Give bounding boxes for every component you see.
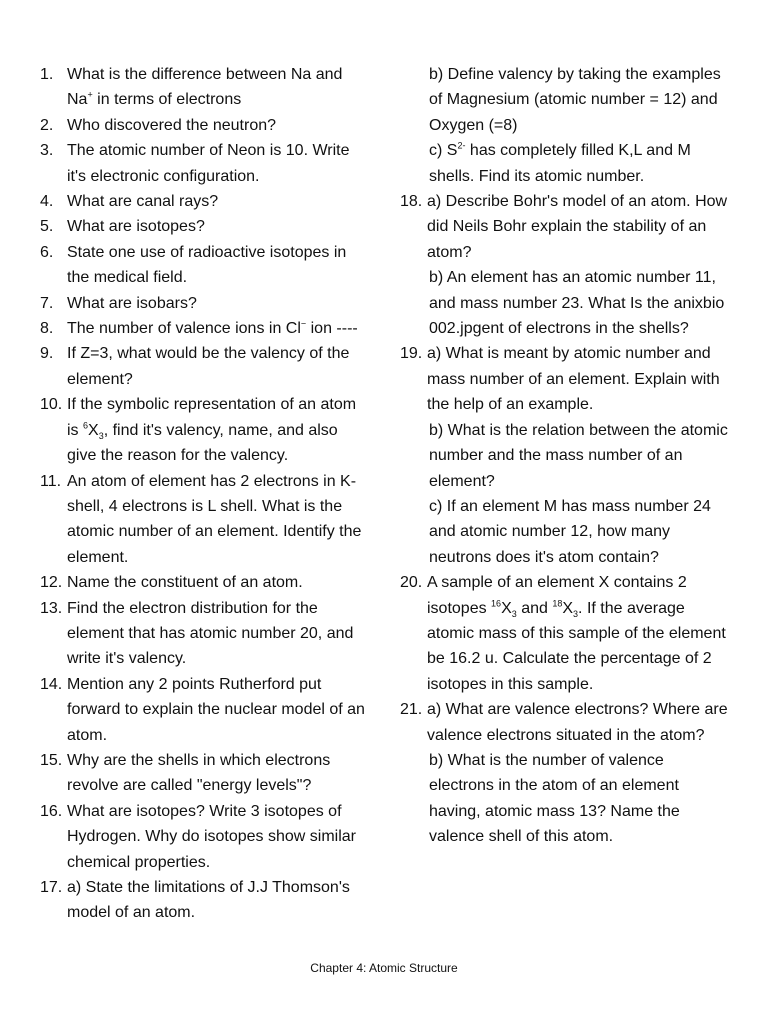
question-subpart <box>400 748 730 850</box>
question-number: 5. <box>40 218 54 236</box>
question-item <box>40 392 370 468</box>
question-text: What are canal rays? <box>67 193 219 211</box>
question-item <box>40 113 370 138</box>
question-text: , find it's valency, name, and also give the reason for the valency. <box>67 421 338 465</box>
question-item <box>40 189 370 214</box>
question-item <box>400 697 730 748</box>
question-item <box>40 240 370 291</box>
question-text: What are isotopes? Write 3 isotopes of Hydrogen. Why do isotopes show similar chemical properties. <box>67 802 357 871</box>
question-number: 18. <box>400 193 423 211</box>
superscript: + <box>87 90 93 101</box>
question-item <box>40 341 370 392</box>
question-subpart <box>400 494 730 570</box>
question-text: c) S <box>429 142 458 160</box>
question-number: 14. <box>40 675 63 693</box>
question-text: b) Define valency by taking the examples of Magnesium (atomic number = 12) and Oxygen (=8) <box>429 66 721 134</box>
question-number: 12. <box>40 574 63 592</box>
question-number: 17. <box>40 879 63 896</box>
question-number: 10. <box>40 396 63 414</box>
question-item <box>40 316 370 341</box>
question-subpart <box>400 265 730 341</box>
question-item <box>400 341 730 417</box>
question-number: 21. <box>400 701 423 719</box>
question-text: X <box>562 599 574 617</box>
question-text: X <box>501 599 512 617</box>
question-text: What is the difference between Na and Na <box>67 66 343 109</box>
question-text: If Z=3, what would be the valency of the element? <box>67 345 350 388</box>
question-text: What are isobars? <box>67 294 197 312</box>
question-item <box>40 62 370 113</box>
question-item <box>400 570 730 697</box>
question-text: ion ---- <box>306 320 358 338</box>
question-text: a) What is meant by atomic number and mass number of an element. Explain with the help of an example. <box>427 345 720 414</box>
question-number: 19. <box>400 345 423 363</box>
question-item <box>400 189 730 265</box>
question-item <box>40 672 370 748</box>
question-item <box>40 214 370 239</box>
question-number: 16. <box>40 802 63 820</box>
question-text: a) What are valence electrons? Where are valence electrons situated in the atom? <box>427 701 728 744</box>
question-number: 1. <box>40 66 54 83</box>
question-item <box>40 469 370 571</box>
question-item <box>40 291 370 316</box>
question-item <box>40 875 370 926</box>
question-number: 7. <box>40 294 54 312</box>
left-column <box>40 62 370 926</box>
superscript: 6 <box>83 420 89 431</box>
question-text: a) State the limitations of J.J Thomson's model of an atom. <box>67 879 350 922</box>
question-text: A sample of an element X contains 2 isotopes <box>427 574 687 617</box>
question-number: 8. <box>40 320 54 338</box>
right-column <box>400 62 730 850</box>
subscript: 3 <box>511 608 517 619</box>
question-number: 6. <box>40 243 54 261</box>
subscript: 3 <box>573 608 579 619</box>
question-subpart <box>400 62 730 138</box>
question-number: 20. <box>400 574 423 592</box>
subscript: 3 <box>98 430 104 441</box>
question-number: 13. <box>40 599 63 617</box>
question-number: 3. <box>40 142 54 160</box>
question-item <box>40 138 370 189</box>
question-item <box>40 748 370 799</box>
question-text: State one use of radioactive isotopes in the medical field. <box>67 243 347 287</box>
question-subpart <box>400 138 730 189</box>
question-item <box>40 596 370 672</box>
question-text: b) What is the relation between the atomic number and the mass number of an element? <box>429 421 728 490</box>
question-text: The number of valence ions in Cl <box>67 320 301 338</box>
question-text: Name the constituent of an atom. <box>67 574 303 592</box>
question-text: in terms of electrons <box>92 91 242 109</box>
question-item <box>40 570 370 595</box>
question-item <box>40 799 370 875</box>
question-number: 2. <box>40 116 54 134</box>
question-text: X <box>88 421 99 439</box>
question-text: The atomic number of Neon is 10. Write it's electronic configuration. <box>67 142 350 185</box>
question-text: An atom of element has 2 electrons in K-shell, 4 electrons is L shell. What is the atomic number of an element. Identify the element. <box>67 472 362 566</box>
question-text: b) An element has an atomic number 11, and mass number 23. What Is the anixbio 002.jpgent of electrons in the shells? <box>429 269 725 338</box>
superscript: 16 <box>491 598 502 609</box>
superscript: − <box>300 318 307 329</box>
question-number: 11. <box>40 472 62 490</box>
question-text: Who discovered the neutron? <box>67 116 277 134</box>
question-number: 4. <box>40 193 54 211</box>
superscript: 2- <box>457 140 466 151</box>
question-text: Why are the shells in which electrons revolve are called "energy levels"? <box>67 751 331 795</box>
question-text: and <box>516 599 553 617</box>
question-number: 9. <box>40 345 54 363</box>
question-text: If the symbolic representation of an atom is <box>67 396 357 439</box>
question-number: 15. <box>40 751 63 769</box>
page-footer: Chapter 4: Atomic Structure <box>310 961 458 975</box>
superscript: 18 <box>552 598 563 609</box>
question-subpart <box>400 418 730 494</box>
question-text: a) Describe Bohr's model of an atom. How did Neils Bohr explain the stability of an atom? <box>427 193 728 261</box>
question-text: c) If an element M has mass number 24 and atomic number 12, how many neutrons does it's atom contain? <box>429 497 711 566</box>
question-text: What are isotopes? <box>67 218 205 236</box>
question-text: b) What is the number of valence electrons in the atom of an element having, atomic mass 13? Name the valence shell of this atom. <box>429 751 680 846</box>
question-text: . If the average atomic mass of this sample of the element be 16.2 u. Calculate the percentage of 2 isotopes in this sample. <box>427 599 726 693</box>
question-text: has completely filled K,L and M shells. Find its atomic number. <box>429 142 691 185</box>
question-text: Mention any 2 points Rutherford put forward to explain the nuclear model of an atom. <box>67 675 365 744</box>
question-text: Find the electron distribution for the element that has atomic number 20, and write it's valency. <box>67 599 354 668</box>
